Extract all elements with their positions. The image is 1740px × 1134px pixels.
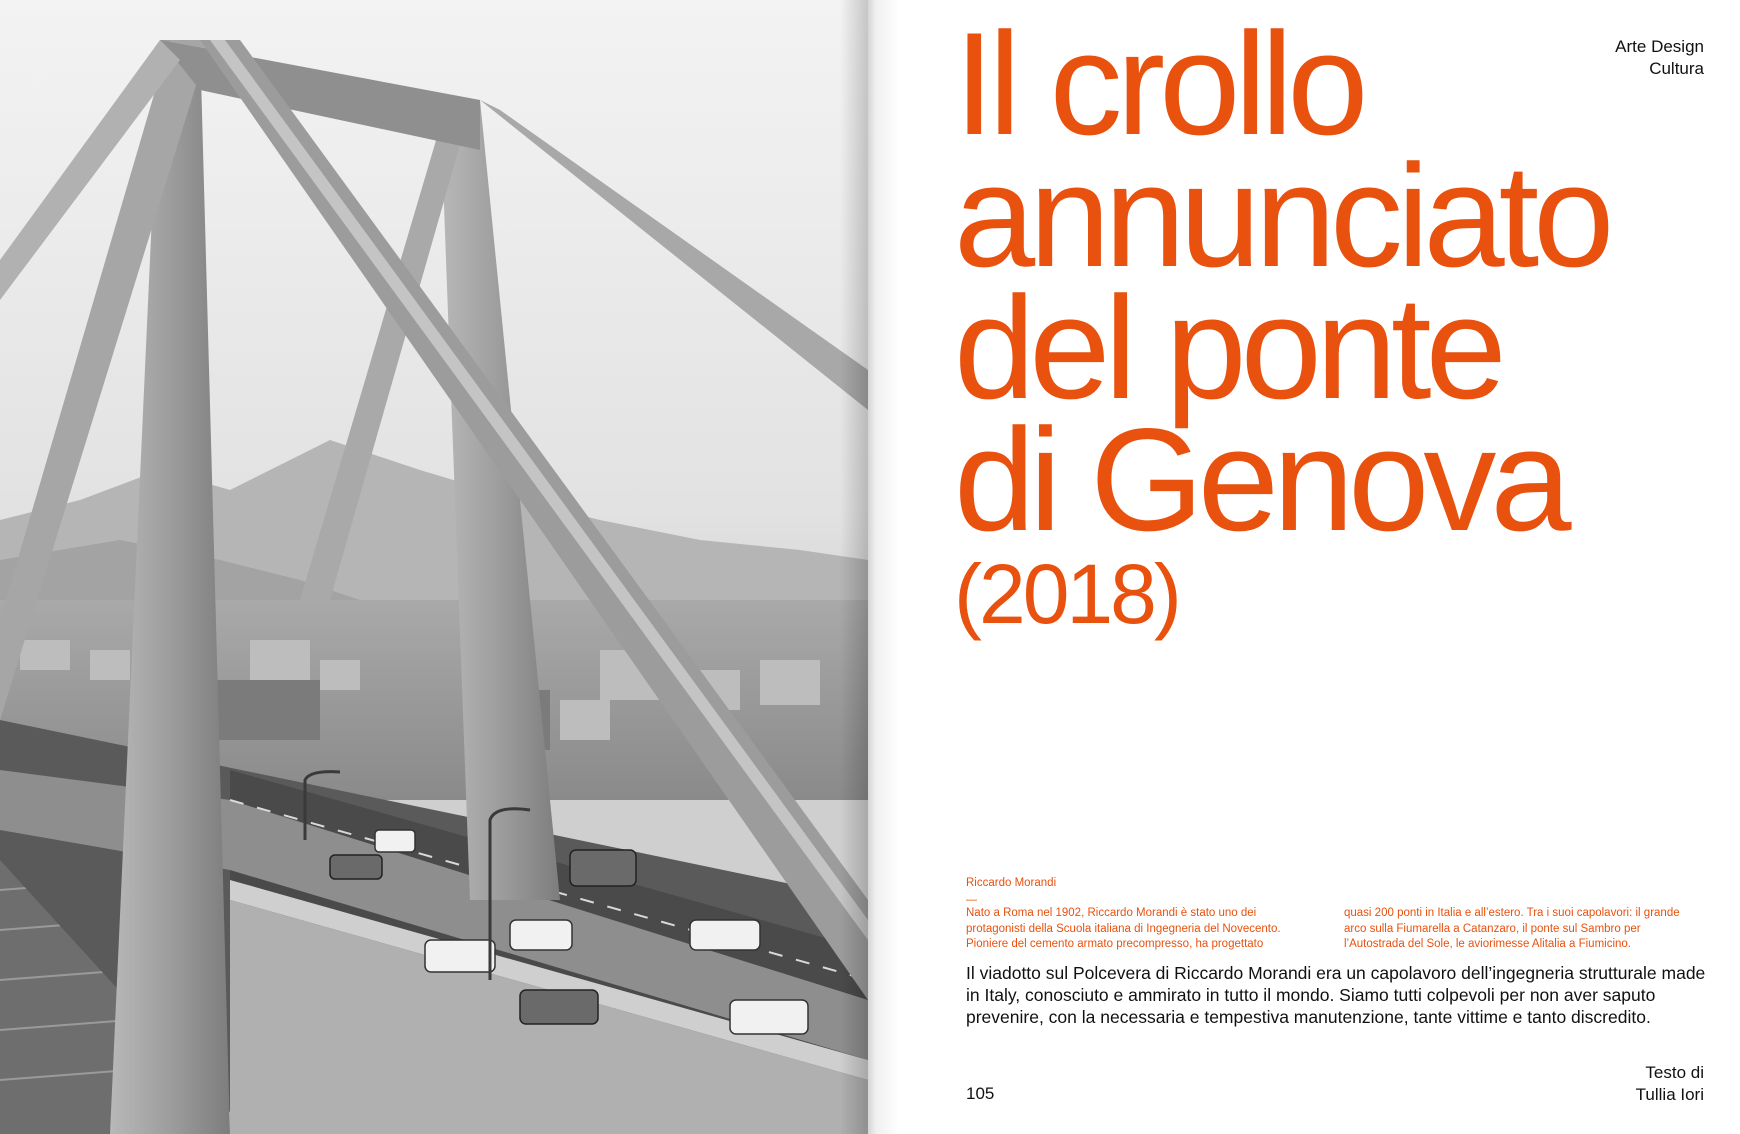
page-number: 105 [966, 1084, 995, 1103]
headline-line-4: di Genova [954, 398, 1566, 561]
byline-author: Tullia Iori [1635, 1085, 1704, 1104]
section-tag-line-2: Cultura [1649, 59, 1704, 78]
bio-column-1: Nato a Roma nel 1902, Riccardo Morandi è stato uno dei protagonisti della Scuola italiana di Ingegneria del Novecento. Pioniere del cemento armato precompresso, ha progettato [966, 907, 1281, 950]
headline-year: (2018) [954, 547, 1179, 641]
headline-line-1: Il crollo [954, 2, 1363, 165]
lede-paragraph: Il viadotto sul Polcevera di Riccardo Morandi era un capolavoro dell’ingegneria strutturale made in Italy, conosciuto e ammirato in tutto il mondo. Siamo tutti colpevoli per non aver saputo prevenire, con la necessaria e tempestiva manutenzione, tante vittime e tanto discredito. [966, 963, 1706, 1027]
byline [1636, 1062, 1704, 1106]
headline-line-2: annunciato [954, 134, 1609, 297]
photo-credit: © SIXXI [34, 48, 43, 84]
headline-line-3: del ponte [954, 266, 1501, 429]
sidebar-dash: — [966, 894, 977, 906]
bridge-photo [0, 0, 868, 1134]
bio-column-2: quasi 200 ponti in Italia e all’estero. Tra i suoi capolavori: il grande arco sulla Fiumarella a Catanzaro, il ponte sul Sambro per l’Autostrada del Sole, le aviorimesse Alitalia a Fiumicino. [1344, 907, 1680, 950]
headline [954, 2, 1714, 641]
sidebar-name: Riccardo Morandi [966, 877, 1057, 889]
byline-line-1: Testo di [1645, 1063, 1704, 1082]
section-tag-line-1: Arte Design [1615, 37, 1704, 56]
bridge-illustration [0, 0, 868, 1134]
